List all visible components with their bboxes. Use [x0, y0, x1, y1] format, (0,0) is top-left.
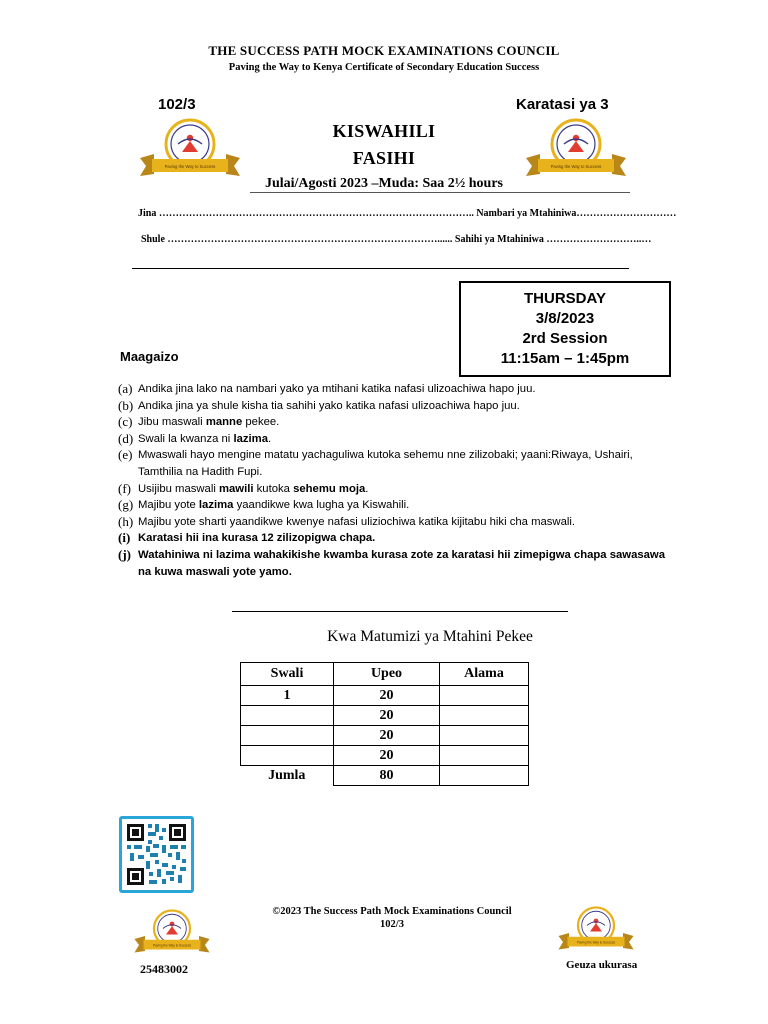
instruction-emphasis: mawili [218, 482, 254, 495]
paper-label: Karatasi ya 3 [516, 96, 609, 113]
table-row [241, 746, 529, 766]
score-cell[interactable] [440, 746, 529, 766]
council-tagline: Paving the Way to Kenya Certificate of Secondary Education Success [228, 62, 540, 73]
table-row [241, 726, 529, 746]
footer-logo-left [134, 906, 210, 960]
instruction-emphasis: lazima [233, 432, 268, 445]
footer-copyright [0, 905, 768, 931]
school-field[interactable]: Shule ………………………………………………………………………...... Sahihi ya Mtahiniwa ………………………..… [141, 234, 652, 245]
emblem-ribbon-text: Paving the Way to Success [576, 940, 616, 945]
instruction-item [118, 447, 678, 480]
instruction-item [118, 414, 678, 431]
table-total-row [241, 766, 529, 786]
instructions-heading: Maagaizo [120, 349, 179, 364]
instruction-text: Majibu yote sharti yaandikwe kwenye nafasi uliziochiwa katika kijitabu hiki cha maswali. [138, 515, 576, 528]
turn-page-note: Geuza ukurasa [566, 959, 638, 971]
instruction-marker: (c) [118, 414, 133, 430]
instruction-text: yaandikwe kwa lugha ya Kiswahili. [233, 499, 410, 512]
table-cell: 20 [334, 686, 440, 706]
instruction-marker: (d) [118, 430, 134, 446]
candidate-name-field[interactable]: Jina ………………………………………………………………………………….. Nambari ya Mtahiniwa………………………… [138, 208, 677, 219]
copyright-text: ©2023 The Success Path Mock Examinations Council [272, 906, 512, 917]
examiner-table-title: Kwa Matumizi ya Mtahini Pekee [327, 628, 533, 645]
council-emblem-icon [558, 903, 634, 957]
instruction-marker: (j) [118, 546, 131, 562]
qr-code [119, 816, 194, 893]
table-cell: 20 [334, 726, 440, 746]
instruction-emphasis: sehemu moja [293, 482, 366, 495]
qr-code-graphic [122, 819, 191, 890]
table-cell: 1 [241, 686, 334, 706]
instruction-text: Mwaswali hayo mengine matatu yachaguliwa kutoka sehemu nne zilizobaki; yaani:Riwaya, Ushairi, Tamthilia na Hadith Fupi. [138, 449, 633, 478]
instruction-item [118, 514, 678, 531]
instruction-marker: (a) [118, 381, 133, 396]
table-row [241, 686, 529, 706]
instruction-marker: (h) [118, 513, 134, 529]
header-divider [250, 192, 630, 193]
instruction-item [118, 431, 678, 448]
instruction-marker: (g) [118, 497, 134, 513]
table-header-cell: Alama [440, 663, 529, 686]
schedule-day: THURSDAY [524, 290, 606, 307]
emblem-ribbon-text: Paving the Way to Success [550, 164, 602, 169]
table-header-row [241, 663, 529, 686]
instruction-item [118, 530, 678, 547]
instruction-text: Watahiniwa ni lazima wahakikishe kwamba kurasa zote za karatasi hii zimepigwa chapa sawasawa na kuwa maswali yote yamo. [138, 548, 665, 578]
council-emblem-icon [134, 906, 210, 960]
instruction-marker: (e) [118, 447, 133, 463]
table-header-cell: Swali [241, 663, 334, 686]
score-cell[interactable] [440, 686, 529, 706]
instruction-emphasis: lazima [198, 499, 234, 512]
instruction-item [118, 381, 678, 398]
instruction-text: Usijibu maswali [138, 482, 219, 495]
instruction-text: Karatasi hii ina kurasa 12 zilizopigwa chapa. [138, 532, 376, 545]
total-value: 80 [334, 766, 440, 786]
score-cell[interactable] [440, 706, 529, 726]
emblem-ribbon-text: Paving the Way to Success [164, 164, 216, 169]
instruction-text: Jibu maswali [138, 416, 206, 429]
instruction-text: kutoka [253, 482, 294, 495]
instruction-text: . [365, 482, 369, 495]
schedule-time: 11:15am – 1:45pm [500, 350, 630, 367]
instruction-marker: (b) [118, 397, 134, 413]
instruction-emphasis: manne [205, 416, 243, 429]
table-row [241, 706, 529, 726]
schedule-session: 2rd Session [522, 330, 608, 347]
paper-code: 102/3 [158, 96, 196, 113]
table-cell [241, 706, 334, 726]
total-score-cell[interactable] [440, 766, 529, 786]
exam-date-duration: Julai/Agosti 2023 –Muda: Saa 2½ hours [264, 176, 504, 191]
instruction-item [118, 398, 678, 415]
council-title: THE SUCCESS PATH MOCK EXAMINATIONS COUNCIL [208, 43, 560, 58]
instructions-list [118, 381, 678, 580]
fields-divider [132, 268, 629, 269]
subject-title: KISWAHILI [332, 121, 436, 141]
instruction-text: pekee. [242, 416, 280, 429]
instruction-marker: (i) [118, 530, 131, 546]
footer-paper-code: 102/3 [380, 919, 404, 930]
instructions-divider [232, 611, 568, 612]
instruction-item [118, 497, 678, 514]
footer-logo-right [558, 903, 634, 957]
instruction-text: Majibu yote [138, 499, 199, 512]
score-cell[interactable] [440, 726, 529, 746]
total-label: Jumla [268, 767, 306, 783]
table-cell [241, 726, 334, 746]
emblem-ribbon-text: Paving the Way to Success [152, 943, 192, 948]
table-cell: 20 [334, 746, 440, 766]
schedule-box [459, 281, 671, 377]
instruction-text: Andika jina lako na nambari yako ya mtihani katika nafasi ulizoachiwa hapo juu. [138, 383, 536, 395]
marks-table [240, 662, 529, 786]
candidate-serial-number: 25483002 [140, 962, 188, 976]
table-cell: 20 [334, 706, 440, 726]
instruction-text: Swali la kwanza ni [138, 432, 234, 445]
instruction-marker: (f) [118, 480, 131, 496]
instruction-text: . [268, 432, 272, 445]
table-cell [241, 746, 334, 766]
instruction-text: Andika jina ya shule kisha tia sahihi yako katika nafasi ulizoachiwa hapo juu. [138, 399, 520, 412]
schedule-date: 3/8/2023 [535, 310, 595, 327]
subpaper-title: FASIHI [352, 148, 416, 168]
instruction-item [118, 547, 678, 580]
table-header-cell: Upeo [334, 663, 440, 686]
instruction-item [118, 481, 678, 498]
